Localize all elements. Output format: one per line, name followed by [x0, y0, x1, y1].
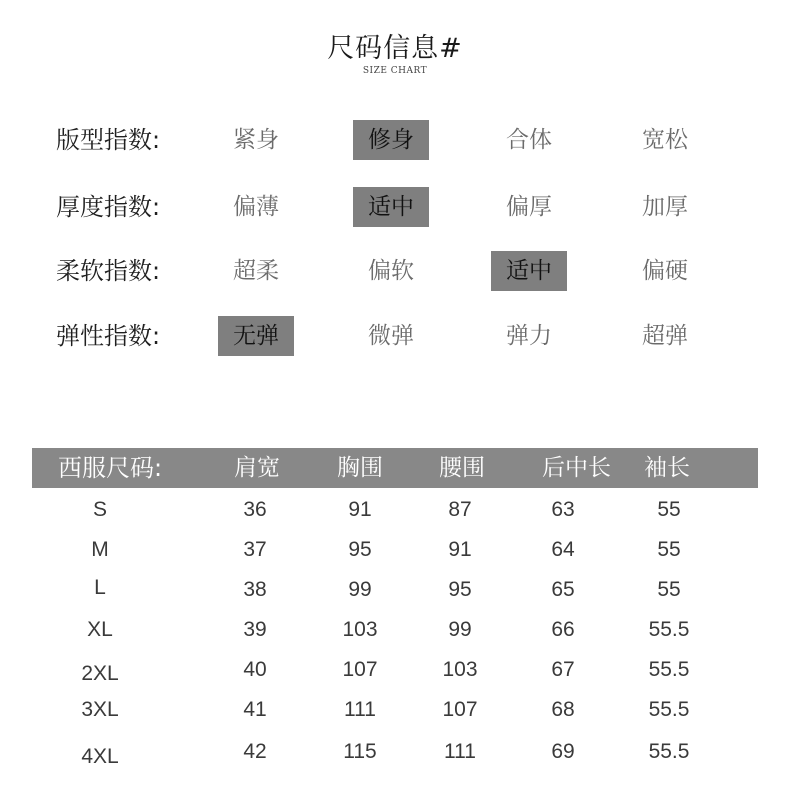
cell-sleeve: 55.5 [648, 698, 690, 721]
cell-chest: 91 [348, 498, 372, 521]
size-label: 4XL [81, 745, 119, 768]
cell-sleeve: 55.5 [648, 618, 690, 641]
softness-option: 偏软 [368, 258, 414, 284]
cell-shoulder: 40 [243, 658, 267, 681]
fit-option: 紧身 [233, 127, 279, 153]
cell-waist: 95 [448, 578, 472, 601]
header-waist: 腰围 [439, 455, 485, 481]
softness-option: 偏硬 [642, 258, 688, 284]
softness-option-selected: 适中 [491, 251, 567, 291]
size-label: XL [87, 618, 113, 641]
cell-chest: 115 [343, 740, 377, 763]
size-label: L [94, 576, 106, 599]
fit-index-row [0, 120, 790, 160]
cell-back-length: 67 [551, 658, 575, 681]
cell-shoulder: 38 [243, 578, 267, 601]
cell-waist: 99 [448, 618, 472, 641]
cell-waist: 111 [444, 740, 476, 763]
cell-shoulder: 42 [243, 740, 267, 763]
size-label: S [92, 498, 107, 521]
thickness-option: 偏厚 [506, 194, 552, 220]
fit-option-selected: 修身 [353, 120, 429, 160]
cell-chest: 99 [348, 578, 372, 601]
thickness-index-row [0, 187, 790, 227]
cell-back-length: 64 [551, 538, 575, 561]
cell-sleeve: 55.5 [648, 658, 690, 681]
cell-waist: 87 [448, 498, 472, 521]
size-table-header [32, 448, 758, 488]
cell-waist: 107 [442, 698, 478, 721]
cell-chest: 95 [348, 538, 372, 561]
cell-back-length: 68 [551, 698, 575, 721]
softness-index-label: 柔软指数: [56, 257, 161, 285]
cell-chest: 111 [344, 698, 376, 721]
elasticity-option: 弹力 [506, 323, 552, 349]
page-title: 尺码信息# [327, 33, 463, 64]
cell-shoulder: 36 [243, 498, 267, 521]
thickness-index-label: 厚度指数: [56, 193, 161, 221]
cell-shoulder: 37 [243, 538, 267, 561]
size-label: M [91, 538, 109, 561]
elasticity-option: 超弹 [642, 323, 688, 349]
fit-option: 宽松 [642, 127, 688, 153]
cell-sleeve: 55.5 [648, 740, 690, 763]
header-shoulder: 肩宽 [234, 455, 280, 481]
cell-back-length: 66 [551, 618, 575, 641]
thickness-option: 偏薄 [233, 194, 279, 220]
header-sleeve: 袖长 [644, 455, 690, 481]
elasticity-option-selected: 无弹 [218, 316, 294, 356]
cell-shoulder: 39 [243, 618, 267, 641]
elasticity-option: 微弹 [368, 323, 414, 349]
cell-sleeve: 55 [657, 538, 681, 561]
softness-index-row [0, 251, 790, 291]
header-back-length: 后中长 [542, 455, 611, 481]
cell-chest: 107 [342, 658, 378, 681]
fit-option: 合体 [506, 127, 552, 153]
cell-sleeve: 55 [657, 498, 681, 521]
fit-index-label: 版型指数: [56, 126, 161, 154]
header-chest: 胸围 [337, 455, 383, 481]
softness-option: 超柔 [233, 258, 279, 284]
size-label: 2XL [81, 662, 119, 685]
size-label: 3XL [81, 698, 119, 721]
header-size: 西服尺码: [58, 454, 163, 482]
cell-waist: 103 [442, 658, 478, 681]
cell-waist: 91 [448, 538, 472, 561]
thickness-option: 加厚 [642, 194, 688, 220]
cell-back-length: 69 [551, 740, 575, 763]
cell-back-length: 65 [551, 578, 575, 601]
thickness-option-selected: 适中 [353, 187, 429, 227]
page-subtitle: SIZE CHART [362, 66, 428, 76]
cell-sleeve: 55 [657, 578, 681, 601]
elasticity-index-row [0, 316, 790, 356]
cell-shoulder: 41 [243, 698, 267, 721]
cell-back-length: 63 [551, 498, 575, 521]
cell-chest: 103 [342, 618, 378, 641]
elasticity-index-label: 弹性指数: [56, 322, 161, 350]
